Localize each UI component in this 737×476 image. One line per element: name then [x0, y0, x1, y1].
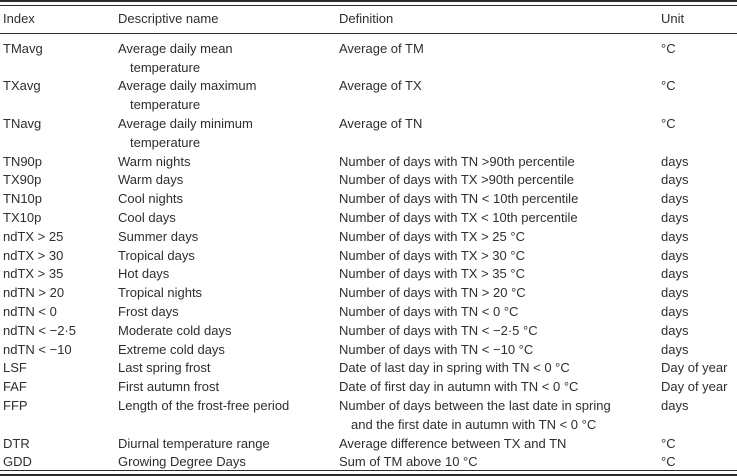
definition-cell: Sum of TM above 10 °C [339, 454, 478, 470]
name-line-1: Average daily mean [118, 40, 233, 56]
name-cell: Warm nights [118, 153, 191, 169]
definition-cell: Number of days with TX > 30 °C [339, 247, 525, 263]
table-row [0, 341, 737, 360]
header-row [0, 6, 737, 33]
column-header-name: Descriptive name [118, 6, 339, 33]
name-cell: Growing Degree Days [118, 454, 246, 470]
name-cell: Cool nights [118, 191, 184, 207]
unit-cell: °C [661, 40, 676, 56]
name-line-2: temperature [130, 97, 201, 113]
index-cell: FAF [3, 379, 27, 395]
name-cell: Summer days [118, 228, 199, 244]
definition-cell: Number of days with TX >90th percentile [339, 172, 574, 188]
name-cell: Hot days [118, 266, 170, 282]
table-row [0, 359, 737, 378]
index-cell: ndTN < −10 [3, 341, 72, 357]
index-cell: TX10p [3, 209, 42, 225]
table-row [0, 303, 737, 322]
unit-cell: days [661, 341, 689, 357]
unit-cell: days [661, 191, 689, 207]
definition-cell: Average difference between TX and TN [339, 435, 567, 451]
table-row [0, 115, 737, 153]
unit-cell: days [661, 247, 689, 263]
table-row [0, 171, 737, 190]
name-cell: Moderate cold days [118, 322, 232, 338]
table-row [0, 397, 737, 435]
definition-cell [339, 397, 661, 435]
table-row [0, 247, 737, 266]
unit-cell: days [661, 285, 689, 301]
name-cell [118, 33, 339, 77]
definition-cell: Number of days with TN < −10 °C [339, 341, 534, 357]
definition-cell: Average of TN [339, 115, 423, 131]
table-bottom-rule [0, 470, 737, 476]
name-line-1: Average daily maximum [118, 78, 257, 94]
table-row [0, 453, 737, 470]
name-cell: Diurnal temperature range [118, 435, 270, 451]
table-row [0, 190, 737, 209]
table-row [0, 378, 737, 397]
index-cell: ndTX > 25 [3, 228, 64, 244]
name-cell: Cool days [118, 209, 176, 225]
name-cell [118, 115, 339, 153]
name-cell: Length of the frost-free period [118, 397, 290, 413]
definition-cell: Number of days with TX > 25 °C [339, 228, 525, 244]
definition-cell: Date of first day in autumn with TN < 0 °C [339, 379, 579, 395]
definition-cell: Date of last day in spring with TN < 0 °C [339, 360, 570, 376]
table-body [0, 33, 737, 470]
unit-cell: °C [661, 435, 676, 451]
index-cell: ndTX > 30 [3, 247, 64, 263]
column-header-index: Index [0, 6, 118, 33]
definition-cell: Number of days with TX > 35 °C [339, 266, 525, 282]
index-cell: ndTN < 0 [3, 303, 57, 319]
name-cell: Last spring frost [118, 360, 211, 376]
table-row [0, 228, 737, 247]
definition-cell: Number of days with TN >90th percentile [339, 153, 575, 169]
unit-cell: °C [661, 115, 676, 131]
name-cell [118, 77, 339, 115]
column-header-definition: Definition [339, 6, 661, 33]
index-cell: LSF [3, 360, 27, 376]
column-header-unit: Unit [661, 6, 737, 33]
table-row [0, 284, 737, 303]
table-row [0, 435, 737, 454]
name-cell: First autumn frost [118, 379, 220, 395]
name-line-2: temperature [130, 59, 201, 75]
unit-cell: days [661, 172, 689, 188]
definition-line-2: and the first date in autumn with TN < 0 °C [351, 416, 597, 432]
unit-cell: °C [661, 454, 676, 470]
table-row [0, 33, 737, 77]
unit-cell: Day of year [661, 379, 728, 395]
unit-cell: °C [661, 78, 676, 94]
definition-cell: Number of days with TN < 10th percentile [339, 191, 579, 207]
table-row [0, 209, 737, 228]
unit-cell: days [661, 153, 689, 169]
definition-cell: Number of days with TN > 20 °C [339, 285, 526, 301]
index-cell: ndTN < −2·5 [3, 322, 76, 338]
index-cell: TX90p [3, 172, 42, 188]
table-row [0, 322, 737, 341]
table-header [0, 6, 737, 33]
name-cell: Tropical nights [118, 285, 203, 301]
index-cell: FFP [3, 397, 28, 413]
index-cell: DTR [3, 435, 30, 451]
name-cell: Frost days [118, 303, 179, 319]
unit-cell: days [661, 209, 689, 225]
definition-cell: Average of TM [339, 40, 424, 56]
name-cell: Warm days [118, 172, 184, 188]
unit-cell: days [661, 397, 689, 413]
definition-cell: Number of days with TX < 10th percentile [339, 209, 578, 225]
table-area [0, 6, 737, 470]
table-row [0, 77, 737, 115]
climate-indices-table [0, 6, 737, 470]
definition-line-1: Number of days between the last date in spring [339, 397, 611, 413]
unit-cell: Day of year [661, 360, 728, 376]
table-row [0, 153, 737, 172]
index-cell: TMavg [3, 40, 43, 56]
unit-cell: days [661, 228, 689, 244]
index-cell: ndTX > 35 [3, 266, 64, 282]
index-cell: TNavg [3, 115, 42, 131]
name-line-2: temperature [130, 134, 201, 150]
index-cell: GDD [3, 454, 32, 470]
table-row [0, 265, 737, 284]
name-cell: Extreme cold days [118, 341, 225, 357]
definition-cell: Number of days with TN < −2·5 °C [339, 322, 538, 338]
definition-cell: Number of days with TN < 0 °C [339, 303, 519, 319]
name-cell: Tropical days [118, 247, 195, 263]
unit-cell: days [661, 266, 689, 282]
index-cell: TXavg [3, 78, 41, 94]
name-line-1: Average daily minimum [118, 115, 253, 131]
index-cell: ndTN > 20 [3, 285, 65, 301]
unit-cell: days [661, 322, 689, 338]
definition-cell: Average of TX [339, 78, 422, 94]
index-cell: TN90p [3, 153, 43, 169]
index-cell: TN10p [3, 191, 43, 207]
unit-cell: days [661, 303, 689, 319]
